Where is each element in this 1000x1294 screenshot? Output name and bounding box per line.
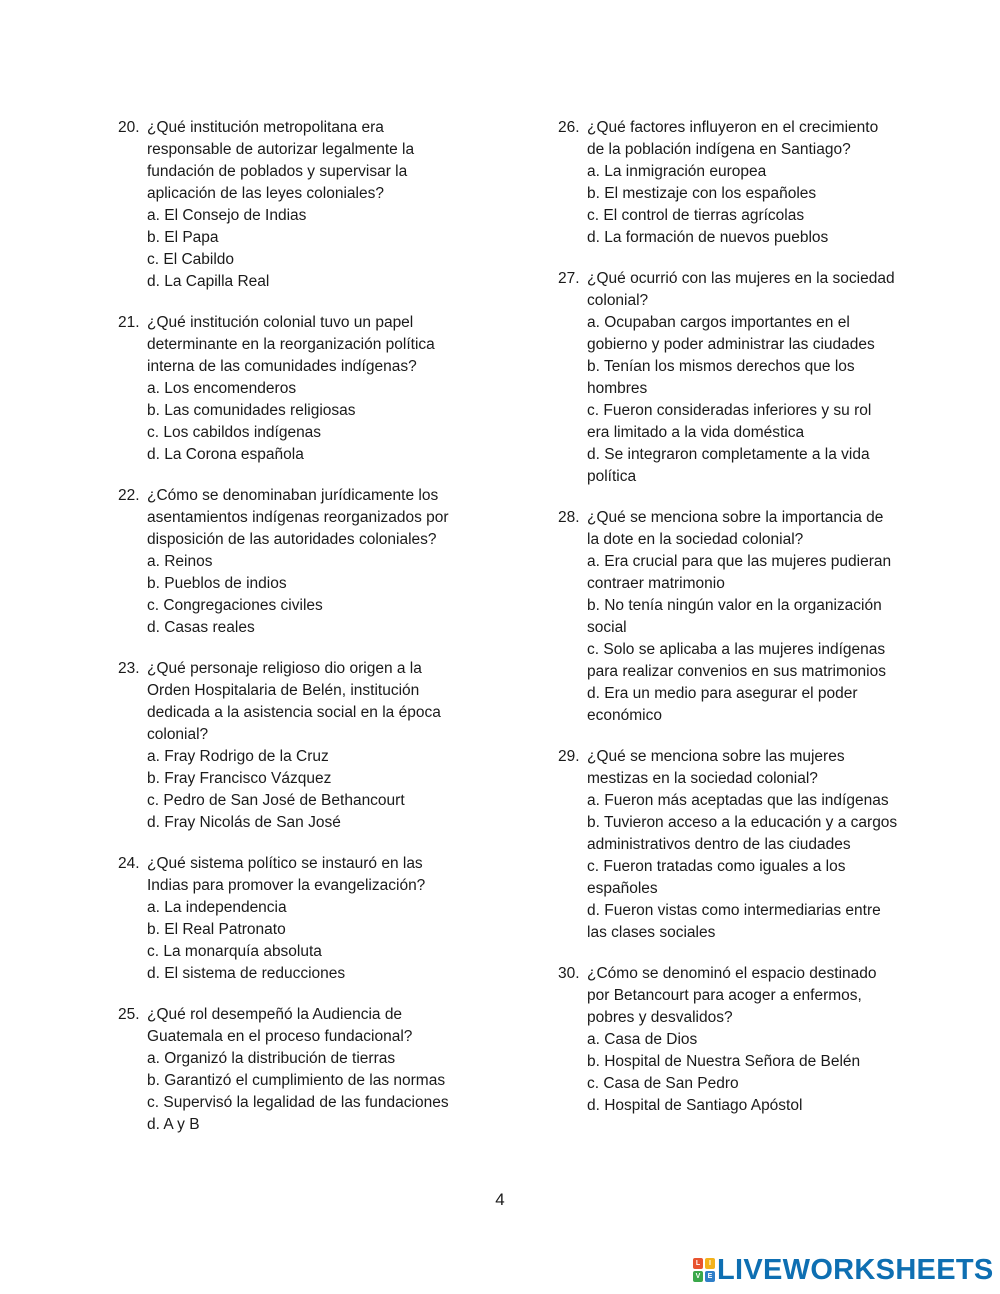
- answer-option: era limitado a la vida doméstica: [587, 424, 805, 441]
- answer-option: c. Solo se aplicaba a las mujeres indígenas: [587, 641, 886, 658]
- question-text-line: colonial?: [587, 292, 649, 309]
- question-text-line: ¿Qué ocurrió con las mujeres en la sociedad: [587, 270, 895, 287]
- answer-option: d. Fray Nicolás de San José: [147, 814, 341, 831]
- question-text-line: ¿Qué se menciona sobre las mujeres: [587, 748, 845, 765]
- question-text-line: ¿Qué se menciona sobre la importancia de: [587, 509, 884, 526]
- questions-column-right: [558, 117, 928, 1136]
- answer-option: d. Fueron vistas como intermediarias entre: [587, 902, 881, 919]
- question-text-line: interna de las comunidades indígenas?: [147, 358, 417, 375]
- answer-option: b. Las comunidades religiosas: [147, 402, 356, 419]
- question-text-line: ¿Qué factores influyeron en el crecimiento: [587, 119, 879, 136]
- question-text-line: pobres y desvalidos?: [587, 1009, 733, 1026]
- answer-option: b. No tenía ningún valor en la organización: [587, 597, 882, 614]
- answer-option: b. El mestizaje con los españoles: [587, 185, 817, 202]
- questions-column-left: [118, 117, 498, 1155]
- question-number: 30.: [558, 965, 580, 982]
- answer-option: gobierno y poder administrar las ciudades: [587, 336, 875, 353]
- answer-option: c. La monarquía absoluta: [147, 943, 322, 960]
- question-text-line: Orden Hospitalaria de Belén, institución: [147, 682, 420, 699]
- question-text-line: ¿Qué rol desempeñó la Audiencia de: [147, 1006, 403, 1023]
- answer-option: a. Casa de Dios: [587, 1031, 698, 1048]
- logo-tile: I: [705, 1258, 715, 1269]
- question-number: 28.: [558, 509, 580, 526]
- answer-option: d. El sistema de reducciones: [147, 965, 346, 982]
- answer-option: b. Hospital de Nuestra Señora de Belén: [587, 1053, 861, 1070]
- answer-option: d. A y B: [147, 1116, 200, 1133]
- question-text-line: la dote en la sociedad colonial?: [587, 531, 804, 548]
- answer-option: b. Tuvieron acceso a la educación y a cargos: [587, 814, 898, 831]
- question-text-line: ¿Cómo se denominaban jurídicamente los: [147, 487, 439, 504]
- question-number: 22.: [118, 487, 140, 504]
- answer-option: c. Congregaciones civiles: [147, 597, 323, 614]
- answer-option: social: [587, 619, 627, 636]
- liveworksheets-brand[interactable]: [693, 1255, 994, 1285]
- answer-option: d. Hospital de Santiago Apóstol: [587, 1097, 803, 1114]
- question-text-line: disposición de las autoridades coloniales?: [147, 531, 437, 548]
- question-text-line: ¿Qué personaje religioso dio origen a la: [147, 660, 422, 677]
- question-number: 29.: [558, 748, 580, 765]
- question-item: [118, 312, 498, 466]
- question-number: 20.: [118, 119, 140, 136]
- answer-option: a. Era crucial para que las mujeres pudieran: [587, 553, 892, 570]
- answer-option: a. Fueron más aceptadas que las indígenas: [587, 792, 889, 809]
- question-item: [118, 853, 498, 985]
- question-text-line: Guatemala en el proceso fundacional?: [147, 1028, 413, 1045]
- answer-option: a. El Consejo de Indias: [147, 207, 307, 224]
- question-item: [118, 117, 498, 293]
- page-number: 4: [495, 1190, 505, 1209]
- question-number: 24.: [118, 855, 140, 872]
- answer-option: para realizar convenios en sus matrimonios: [587, 663, 886, 680]
- answer-option: c. El Cabildo: [147, 251, 235, 268]
- question-item: [558, 268, 928, 488]
- question-item: [118, 1004, 498, 1136]
- answer-option: política: [587, 468, 637, 485]
- answer-option: las clases sociales: [587, 924, 716, 941]
- liveworksheets-logo-icon: [693, 1258, 715, 1282]
- answer-option: a. Los encomenderos: [147, 380, 297, 397]
- brand-wordmark: LIVEWORKSHEETS: [717, 1253, 994, 1286]
- answer-option: c. El control de tierras agrícolas: [587, 207, 805, 224]
- answer-option: económico: [587, 707, 662, 724]
- answer-option: hombres: [587, 380, 648, 397]
- answer-option: c. Los cabildos indígenas: [147, 424, 322, 441]
- answer-option: españoles: [587, 880, 658, 897]
- logo-tile: V: [693, 1271, 703, 1282]
- answer-option: a. Reinos: [147, 553, 213, 570]
- answer-option: b. Fray Francisco Vázquez: [147, 770, 332, 787]
- question-text-line: mestizas en la sociedad colonial?: [587, 770, 818, 787]
- answer-option: c. Fueron consideradas inferiores y su rol: [587, 402, 872, 419]
- answer-option: c. Fueron tratadas como iguales a los: [587, 858, 846, 875]
- answer-option: c. Casa de San Pedro: [587, 1075, 739, 1092]
- answer-option: administrativos dentro de las ciudades: [587, 836, 851, 853]
- answer-option: b. Pueblos de indios: [147, 575, 287, 592]
- question-text-line: ¿Qué institución colonial tuvo un papel: [147, 314, 414, 331]
- answer-option: b. El Real Patronato: [147, 921, 286, 938]
- answer-option: a. Organizó la distribución de tierras: [147, 1050, 396, 1067]
- question-text-line: ¿Cómo se denominó el espacio destinado: [587, 965, 877, 982]
- answer-option: contraer matrimonio: [587, 575, 725, 592]
- question-text-line: fundación de poblados y supervisar la: [147, 163, 408, 180]
- question-item: [118, 485, 498, 639]
- question-item: [558, 963, 928, 1117]
- answer-option: b. El Papa: [147, 229, 219, 246]
- question-text-line: aplicación de las leyes coloniales?: [147, 185, 384, 202]
- answer-option: a. Ocupaban cargos importantes en el: [587, 314, 850, 331]
- question-number: 23.: [118, 660, 140, 677]
- question-text-line: determinante en la reorganización política: [147, 336, 435, 353]
- question-text-line: dedicada a la asistencia social en la época: [147, 704, 441, 721]
- question-text-line: por Betancourt para acoger a enfermos,: [587, 987, 862, 1004]
- question-text-line: Indias para promover la evangelización?: [147, 877, 426, 894]
- question-item: [558, 507, 928, 727]
- question-text-line: de la población indígena en Santiago?: [587, 141, 851, 158]
- question-number: 27.: [558, 270, 580, 287]
- answer-option: d. Era un medio para asegurar el poder: [587, 685, 858, 702]
- question-number: 25.: [118, 1006, 140, 1023]
- answer-option: b. Garantizó el cumplimiento de las normas: [147, 1072, 446, 1089]
- answer-option: c. Pedro de San José de Bethancourt: [147, 792, 405, 809]
- answer-option: c. Supervisó la legalidad de las fundaciones: [147, 1094, 449, 1111]
- answer-option: d. Se integraron completamente a la vida: [587, 446, 870, 463]
- logo-tile: L: [693, 1258, 703, 1269]
- answer-option: a. La independencia: [147, 899, 287, 916]
- logo-tile: E: [705, 1271, 715, 1282]
- answer-option: d. La Capilla Real: [147, 273, 270, 290]
- question-text-line: colonial?: [147, 726, 209, 743]
- answer-option: a. Fray Rodrigo de la Cruz: [147, 748, 329, 765]
- question-item: [558, 117, 928, 249]
- question-number: 26.: [558, 119, 580, 136]
- question-item: [558, 746, 928, 944]
- question-text-line: asentamientos indígenas reorganizados por: [147, 509, 449, 526]
- question-text-line: responsable de autorizar legalmente la: [147, 141, 415, 158]
- answer-option: a. La inmigración europea: [587, 163, 767, 180]
- question-number: 21.: [118, 314, 140, 331]
- answer-option: d. Casas reales: [147, 619, 255, 636]
- answer-option: b. Tenían los mismos derechos que los: [587, 358, 855, 375]
- answer-option: d. La formación de nuevos pueblos: [587, 229, 829, 246]
- question-text-line: ¿Qué sistema político se instauró en las: [147, 855, 423, 872]
- question-item: [118, 658, 498, 834]
- question-text-line: ¿Qué institución metropolitana era: [147, 119, 384, 136]
- answer-option: d. La Corona española: [147, 446, 304, 463]
